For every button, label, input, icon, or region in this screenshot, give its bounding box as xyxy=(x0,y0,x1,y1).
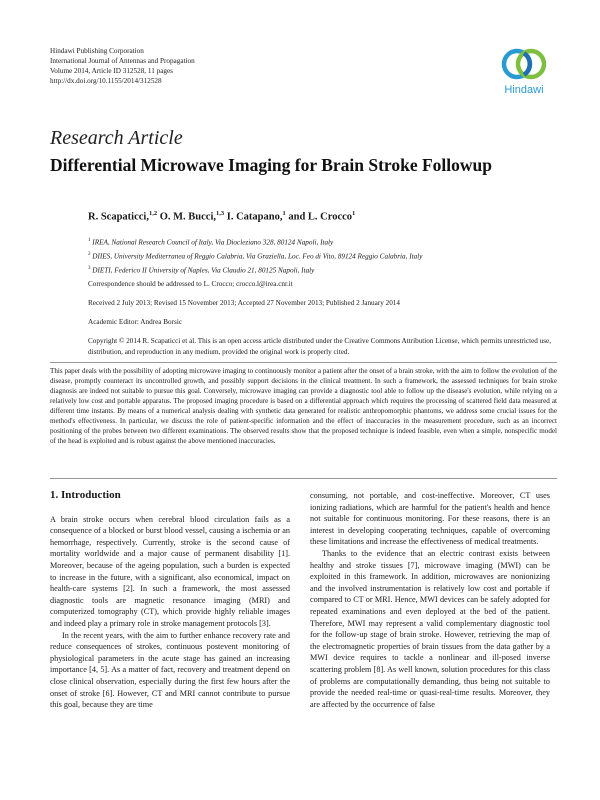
editor-line: Academic Editor: Andrea Borsic xyxy=(88,318,183,326)
journal-header xyxy=(50,46,195,86)
doi-link[interactable]: http://dx.doi.org/10.1155/2014/312528 xyxy=(50,77,162,85)
affiliation-text: DIIES, University Mediterranea of Reggio Calabria, Via Graziella, Loc. Feo di Vito, 89124 Reggio Calabria, Italy xyxy=(90,252,423,261)
section-heading: 1. Introduction xyxy=(50,489,121,501)
abstract-top-rule xyxy=(50,362,557,363)
author-name: and L. Crocco xyxy=(285,211,353,223)
affiliation-item xyxy=(88,235,422,249)
hindawi-logo-icon xyxy=(499,46,549,82)
left-column xyxy=(50,490,290,711)
abstract-bottom-rule xyxy=(50,478,557,479)
body-paragraph: In the recent years, with the aim to further enhance recovery rate and reduce consequences of strokes, continuous postevent monitoring of physiological parameters in the acute stage has gained an increasing importance [4, 5]. As a matter of fact, recovery and treatment depend on close clinical observation, especially during the first few hours after the onset of stroke [6]. However, CT and MRI cannot contribute to pursue this goal, because they are time xyxy=(50,630,290,710)
author-affil-mark: 1,3 xyxy=(216,210,225,217)
affiliation-mark: 3 xyxy=(88,265,91,271)
author-affil-mark: 1 xyxy=(282,210,286,217)
author-name: I. Catapano, xyxy=(224,211,283,223)
author-name: R. Scapaticci, xyxy=(88,211,149,223)
affiliation-text: IREA, National Research Council of Italy, Via Diocleziano 328, 80124 Napoli, Italy xyxy=(90,238,334,247)
right-column xyxy=(310,490,550,710)
author-name: O. M. Bucci, xyxy=(157,211,216,223)
volume-info: Volume 2014, Article ID 312528, 11 pages xyxy=(50,67,173,75)
body-paragraph: A brain stroke occurs when cerebral blood circulation fails as a consequence of a blocked or burst blood vessel, causing a ischemia or an hemorrhage, respectively. Currently, stroke is the second cause of mortality worldwide and a major cause of permanent disability [1]. Moreover, because of the ageing population, such a burden is expected to increase in the future, with a significant, also economical, impact on health-care systems [2]. In such a framework, the most assessed diagnostic tools are magnetic resonance imaging (MRI) and computerized tomography (CT), which provide highly reliable images and indeed play a primary role in stroke management protocols [3]. xyxy=(50,514,290,628)
hindawi-logo xyxy=(493,46,555,96)
correspondence-line: Correspondence should be addressed to L. Crocco; crocco.l@irea.cnr.it xyxy=(88,280,293,288)
dates-line: Received 2 July 2013; Revised 15 November 2013; Accepted 27 November 2013; Published 2 January 2014 xyxy=(88,299,400,307)
publisher-name: Hindawi Publishing Corporation xyxy=(50,47,144,55)
abstract-text: This paper deals with the possibility of adopting microwave imaging to continuously monitor a patient after the onset of a brain stroke, with the aim to follow the evolution of the disease, promptly counteract its uncontrolled growth, and possibly support decisions in the clinical treatment. In such a framework, the assessed techniques for brain stroke diagnosis are indeed not suitable to pursue this goal. Conversely, microwave imaging can provide a diagnostic tool able to follow up the disease's evolution, while relying on a relatively low cost and portable apparatus. The proposed imaging procedure is based on a differential approach which requires the processing of scattered field data measured at different time instants. By means of a numerical analysis dealing with synthetic data generated for realistic anthropomorphic phantoms, we address some crucial issues for the method's effectiveness. In particular, we discuss the role of patient-specific information and the effect of inaccuracies in the measurement procedure, such as an incorrect positioning of the probes between two different examinations. The observed results show that the proposed technique is indeed feasible, even when a simple, nonspecific model of the head is exploited and is robust against the above mentioned inaccuracies. xyxy=(50,367,557,446)
journal-name: International Journal of Antennas and Propagation xyxy=(50,57,195,65)
affiliation-mark: 1 xyxy=(88,238,91,243)
license-notice: Copyright © 2014 R. Scapaticci et al. This is an open access article distributed under the Creative Commons Attribution License, which permits unrestricted use, distribution, and reproduction in any medium, provided the original work is properly cited. xyxy=(88,337,552,356)
affiliation-mark: 2 xyxy=(88,251,91,257)
affiliation-text: DIETI, Federico II University of Naples, Via Claudio 21, 80125 Napoli, Italy xyxy=(90,266,315,275)
affiliation-item xyxy=(88,249,422,263)
author-list xyxy=(88,210,355,223)
article-type: Research Article xyxy=(50,127,183,149)
affiliation-list xyxy=(88,235,422,277)
article-title: Differential Microwave Imaging for Brain Stroke Followup xyxy=(50,155,493,175)
author-affil-mark: 1 xyxy=(352,210,356,217)
body-paragraph: Thanks to the evidence that an electric contrast exists between healthy and stroke tissues [7], microwave imaging (MWI) can be exploited in this framework. In addition, microwaves are nonionizing and the involved instrumentation is relatively low cost and portable if compared to CT or MRI. Hence, MWI devices can be safely adopted for repeated examinations and even deployed at the bed of the patient. Therefore, MWI may represent a valid complementary diagnostic tool for the follow-up stage of brain stroke. However, retrieving the map of the electromagnetic properties of brain tissues from the data gather by a MWI device requires to tackle a nonlinear and ill-posed inverse scattering problem [8]. As well known, solution procedures for this class of problems are computationally demanding, thus being not suitable to provide the needed real-time or quasi-real-time results. Moreover, they are affected by the occurrence of false xyxy=(310,548,550,709)
author-affil-mark: 1,2 xyxy=(148,210,158,217)
hindawi-logo-text: Hindawi xyxy=(504,84,544,96)
affiliation-item xyxy=(88,263,422,277)
body-paragraph: consuming, not portable, and cost-ineffective. Moreover, CT uses ionizing radiations, which are harmful for the patient's health and hence not suitable for continuous monitoring. For these reasons, there is an interest in developing cooperating techniques, capable of overcoming these limitations and increase the effectiveness of medical treatments. xyxy=(310,491,550,547)
